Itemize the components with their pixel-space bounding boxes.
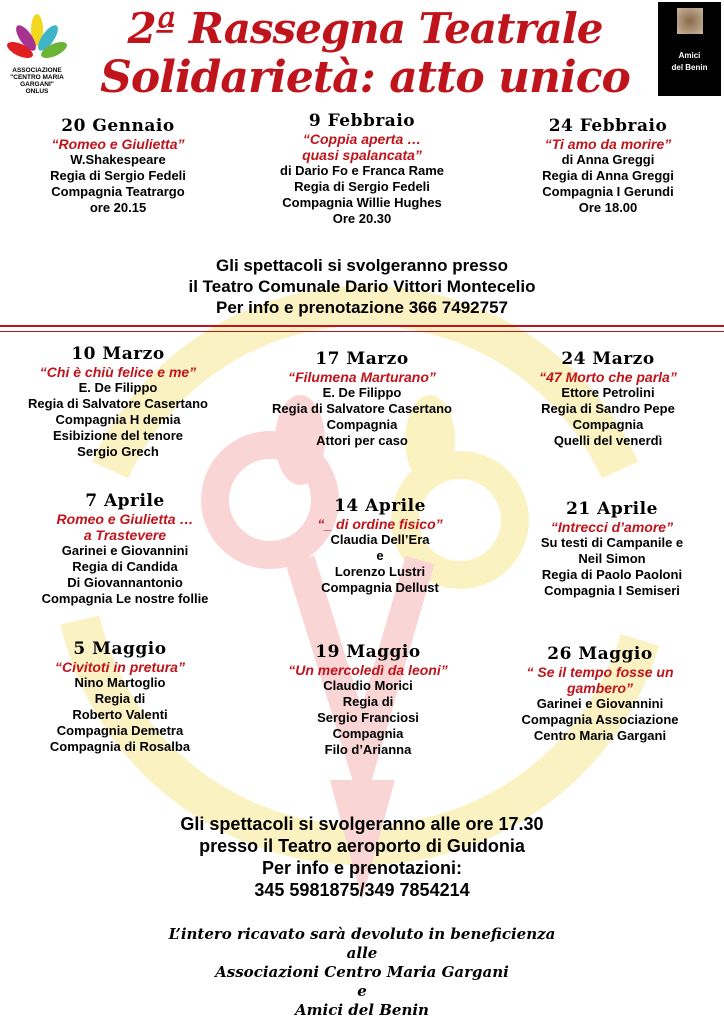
flower-logo-icon (6, 12, 68, 62)
venue-phone-line: Per info e prenotazione 366 7492757 (216, 298, 508, 317)
divider-line (0, 331, 724, 332)
event-title: gambero” (566, 680, 634, 696)
event-date: 20 Gennaio (61, 116, 175, 136)
event-block (0, 345, 238, 460)
event-detail: Compagnia H demia (55, 412, 181, 427)
event-block (248, 643, 488, 758)
event-date: 7 Aprile (85, 491, 165, 511)
event-date: 24 Marzo (561, 349, 655, 369)
event-detail: Compagnia Willie Hughes (282, 195, 442, 210)
event-title: “Ti amo da morire” (544, 136, 672, 152)
event-detail: Regia di Anna Greggi (542, 168, 674, 183)
event-title: “Coppia aperta … (302, 131, 422, 147)
charity-note (60, 925, 664, 1020)
event-detail: Lorenzo Lustri (334, 564, 426, 579)
event-detail: Attori per caso (316, 433, 408, 448)
event-date: 26 Maggio (547, 644, 653, 664)
event-detail: Regia di Salvatore Casertano (272, 401, 452, 416)
event-detail: Compagnia (572, 417, 644, 432)
event-detail: E. De Filippo (78, 380, 158, 395)
event-detail: Compagnia I Semiseri (544, 583, 680, 598)
event-title: Romeo e Giulietta … (56, 511, 194, 527)
venue-info-guidonia (60, 813, 664, 901)
event-detail: Nino Martoglio (74, 675, 166, 690)
event-detail: ore 20.15 (89, 200, 147, 215)
event-title: “Civitoti in pretura” (55, 659, 185, 675)
event-detail: Compagnia Teatrargo (51, 184, 185, 199)
event-detail: Garinei e Giovannini (536, 696, 664, 711)
handshake-photo-icon (677, 8, 703, 34)
poster-title-line1: 2ª Rassegna Teatrale (127, 4, 603, 53)
closing-line: L’intero ricavato sarà devoluto in beneficienza (168, 925, 556, 943)
event-block (488, 350, 724, 449)
event-detail: Regia di Candida (72, 559, 178, 574)
closing-line: alle (346, 944, 378, 962)
event-block (5, 492, 245, 607)
event-detail: Roberto Valenti (72, 707, 168, 722)
event-detail: Regia di Paolo Paoloni (541, 567, 683, 582)
event-detail: Ore 20.30 (332, 211, 392, 226)
event-block (242, 350, 482, 449)
event-detail: Ore 18.00 (578, 200, 638, 215)
event-block (260, 497, 500, 596)
event-date: 21 Aprile (566, 499, 658, 519)
event-detail: Regia di Sergio Fedeli (294, 179, 430, 194)
event-date: 9 Febbraio (308, 111, 416, 131)
poster-title-line2: Solidarietà: atto unico (100, 52, 630, 103)
event-detail: Compagnia di Rosalba (49, 739, 191, 754)
event-title: “Un mercoledì da leoni” (288, 662, 448, 678)
event-title: “Intrecci d’amore” (550, 519, 674, 535)
event-detail: Compagnia Dellust (321, 580, 439, 595)
event-title: quasi spalancata” (302, 147, 422, 163)
closing-line: Associazioni Centro Maria Gargani (215, 963, 509, 981)
event-detail: Compagnia (326, 417, 398, 432)
venue-line: Gli spettacoli si svolgeranno presso (216, 256, 508, 275)
event-detail: Sergio Grech (77, 444, 159, 459)
event-title: “47 Morto che parla” (539, 369, 677, 385)
logo-caption-line: Amici (678, 51, 701, 60)
event-title: “Chi è chiù felice e me” (39, 364, 197, 380)
event-detail: Compagnia Demetra (56, 723, 184, 738)
event-detail: Ettore Petrolini (561, 385, 655, 400)
divider-line (0, 325, 724, 327)
event-detail: di Anna Greggi (561, 152, 655, 167)
event-title: “Filumena Marturano” (288, 369, 436, 385)
event-detail: Claudio Morici (323, 678, 413, 693)
event-detail: E. De Filippo (322, 385, 402, 400)
event-date: 14 Aprile (334, 496, 426, 516)
venue-phone-line: 345 5981875/349 7854214 (254, 880, 470, 900)
venue-info-montecelio (60, 255, 664, 318)
event-title: “Romeo e Giulietta” (51, 136, 185, 152)
event-detail: Centro Maria Gargani (533, 728, 667, 743)
event-block (492, 500, 724, 599)
event-detail: Compagnia Associazione (521, 712, 679, 727)
event-detail: e (376, 548, 384, 563)
event-date: 5 Maggio (73, 639, 167, 659)
event-date: 10 Marzo (71, 344, 165, 364)
event-detail: Garinei e Giovannini (61, 543, 189, 558)
venue-line: il Teatro Comunale Dario Vittori Montecelio (188, 277, 536, 296)
event-detail: Compagnia (332, 726, 404, 741)
event-detail: W.Shakespeare (70, 152, 166, 167)
event-title: a Trastevere (83, 527, 167, 543)
event-detail: Neil Simon (578, 551, 646, 566)
event-block (0, 640, 240, 755)
event-detail: Compagnia Le nostre follie (41, 591, 209, 606)
event-detail: Filo d’Arianna (324, 742, 412, 757)
event-detail: Regia di (342, 694, 394, 709)
event-date: 17 Marzo (315, 349, 409, 369)
amici-del-benin-logo (658, 2, 721, 96)
event-block (0, 117, 238, 216)
event-detail: Esibizione del tenore (52, 428, 184, 443)
event-title: “_ di ordine fisico” (317, 516, 443, 532)
event-block (480, 645, 720, 744)
closing-line: Amici del Benin (295, 1001, 429, 1019)
venue-line: Gli spettacoli si svolgeranno alle ore 17.30 (180, 814, 544, 834)
event-title: “ Se il tempo fosse un (526, 664, 674, 680)
centro-maria-gargani-logo (4, 12, 70, 95)
event-detail: Regia di (94, 691, 146, 706)
event-block (242, 112, 482, 227)
event-detail: Regia di Sandro Pepe (541, 401, 675, 416)
event-detail: Su testi di Campanile e (540, 535, 684, 550)
event-detail: Quelli del venerdì (553, 433, 663, 448)
logo-caption-line: ASSOCIAZIONE (12, 67, 62, 74)
closing-line: e (357, 982, 367, 1000)
event-detail: Di Giovannantonio (67, 575, 183, 590)
event-detail: di Dario Fo e Franca Rame (280, 163, 444, 178)
logo-caption-line: ONLUS (25, 88, 49, 95)
event-block (488, 117, 724, 216)
event-detail: Regia di Salvatore Casertano (28, 396, 208, 411)
event-detail: Regia di Sergio Fedeli (50, 168, 186, 183)
event-detail: Sergio Franciosi (317, 710, 419, 725)
event-detail: Claudia Dell’Era (330, 532, 430, 547)
logo-caption-line: GARGANI" (20, 81, 54, 88)
event-date: 19 Maggio (315, 642, 421, 662)
logo-caption-line: "CENTRO MARIA (10, 74, 64, 81)
event-detail: Compagnia I Gerundi (542, 184, 674, 199)
logo-caption-line: del Benin (671, 63, 708, 72)
venue-line: presso il Teatro aeroporto di Guidonia (199, 836, 525, 856)
venue-line: Per info e prenotazioni: (261, 858, 462, 878)
event-date: 24 Febbraio (548, 116, 668, 136)
